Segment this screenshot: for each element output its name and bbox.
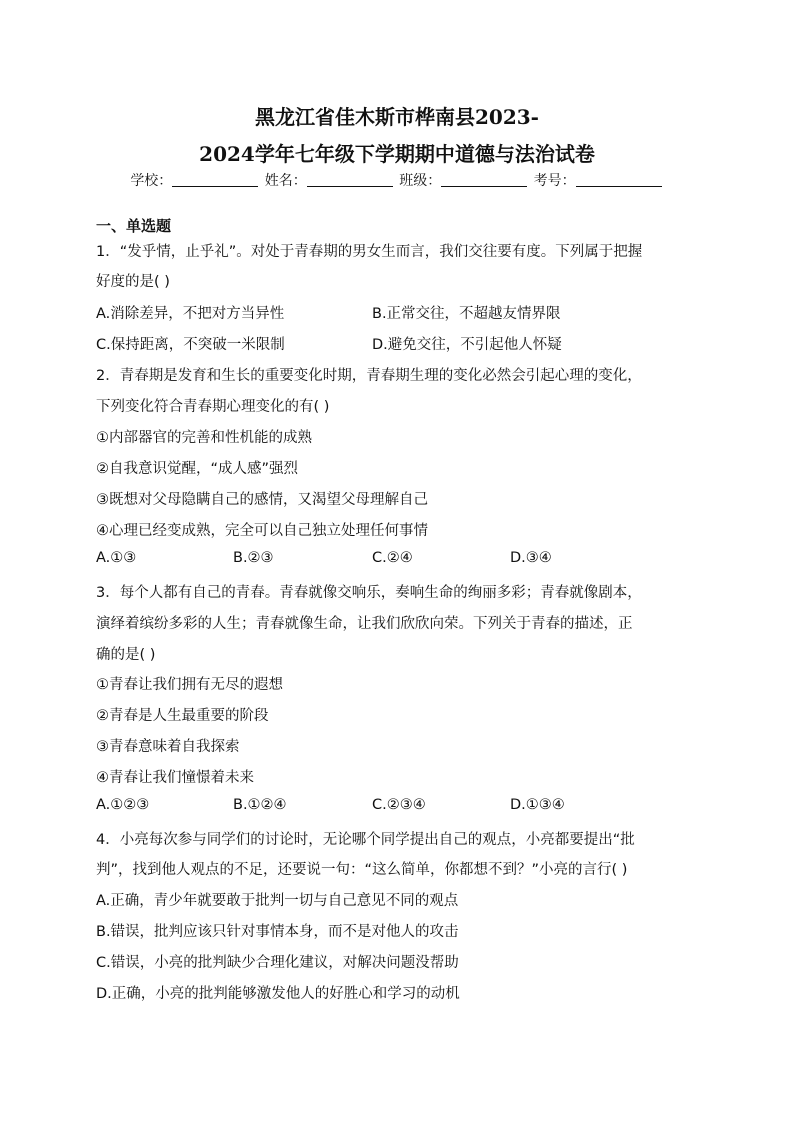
q3-statement-1: ①青春让我们拥有无尽的遐想	[96, 677, 283, 693]
class-blank	[441, 172, 527, 187]
number-blank	[576, 172, 662, 187]
q2-statement-4: ④心理已经变成熟，完全可以自己独立处理任何事情	[96, 523, 428, 539]
name-label: 姓名：	[264, 173, 307, 189]
q2-statement-2: ②自我意识觉醒，“成人感”强烈	[96, 461, 299, 477]
q1-option-b: B.正常交往，不超越友情界限	[372, 306, 561, 322]
q2-stem-line1: 2．青春期是发育和生长的重要变化时期，青春期生理的变化必然会引起心理的变化，	[96, 368, 642, 384]
q3-option-b: B.①②④	[233, 797, 287, 813]
q3-statement-4: ④青春让我们憧憬着未来	[96, 770, 254, 786]
q4-option-d: D.正确，小亮的批判能够激发他人的好胜心和学习的动机	[96, 986, 460, 1002]
q1-stem-line2: 好度的是( )	[96, 274, 170, 290]
q4-option-a: A.正确，青少年就要敢于批判一切与自己意见不同的观点	[96, 893, 459, 909]
q2-statement-3: ③既想对父母隐瞒自己的感情，又渴望父母理解自己	[96, 492, 428, 508]
q2-stem-line2: 下列变化符合青春期心理变化的有( )	[96, 399, 330, 415]
q3-statement-3: ③青春意味着自我探索	[96, 739, 240, 755]
q2-option-d: D.③④	[510, 550, 552, 566]
q1-option-a: A.消除差异，不把对方当异性	[96, 306, 285, 322]
class-label: 班级：	[399, 173, 442, 189]
q4-stem-line1: 4．小亮每次参与同学们的讨论时，无论哪个同学提出自己的观点，小亮都要提出“批	[96, 832, 635, 848]
exam-title-line2: 2024学年七年级下学期期中道德与法治试卷	[199, 142, 595, 166]
q4-option-c: C.错误，小亮的批判缺少合理化建议，对解决问题没帮助	[96, 955, 459, 971]
q3-statement-2: ②青春是人生最重要的阶段	[96, 708, 269, 724]
section-heading: 一、单选题	[96, 217, 172, 235]
student-info-row	[0, 170, 794, 190]
q4-stem-line2: 判”，找到他人观点的不足，还要说一句：“这么简单，你都想不到？”小亮的言行( )	[96, 862, 628, 878]
number-label: 考号：	[533, 173, 576, 189]
q2-option-a: A.①③	[96, 550, 137, 566]
school-blank	[172, 172, 258, 187]
name-blank	[307, 172, 393, 187]
q1-stem-line1: 1．“发乎情，止乎礼”。对处于青春期的男女生而言，我们交往要有度。下列属于把握	[96, 244, 643, 260]
q2-option-b: B.②③	[233, 550, 274, 566]
exam-title-line1: 黑龙江省佳木斯市桦南县2023-	[255, 105, 539, 129]
q1-option-c: C.保持距离，不突破一米限制	[96, 337, 285, 353]
q3-option-a: A.①②③	[96, 797, 150, 813]
q2-statement-1: ①内部器官的完善和性机能的成熟	[96, 430, 312, 446]
q3-stem-line2: 演绎着缤纷多彩的人生；青春就像生命，让我们欣欣向荣。下列关于青春的描述，正	[96, 616, 633, 632]
q3-stem-line3: 确的是( )	[96, 647, 156, 663]
school-label: 学校：	[130, 173, 173, 189]
q3-option-d: D.①③④	[510, 797, 565, 813]
q2-option-c: C.②④	[372, 550, 413, 566]
q3-stem-line1: 3．每个人都有自己的青春。青春就像交响乐，奏响生命的绚丽多彩；青春就像剧本，	[96, 585, 642, 601]
q1-option-d: D.避免交往，不引起他人怀疑	[372, 337, 562, 353]
q3-option-c: C.②③④	[372, 797, 426, 813]
q4-option-b: B.错误，批判应该只针对事情本身，而不是对他人的攻击	[96, 924, 459, 940]
